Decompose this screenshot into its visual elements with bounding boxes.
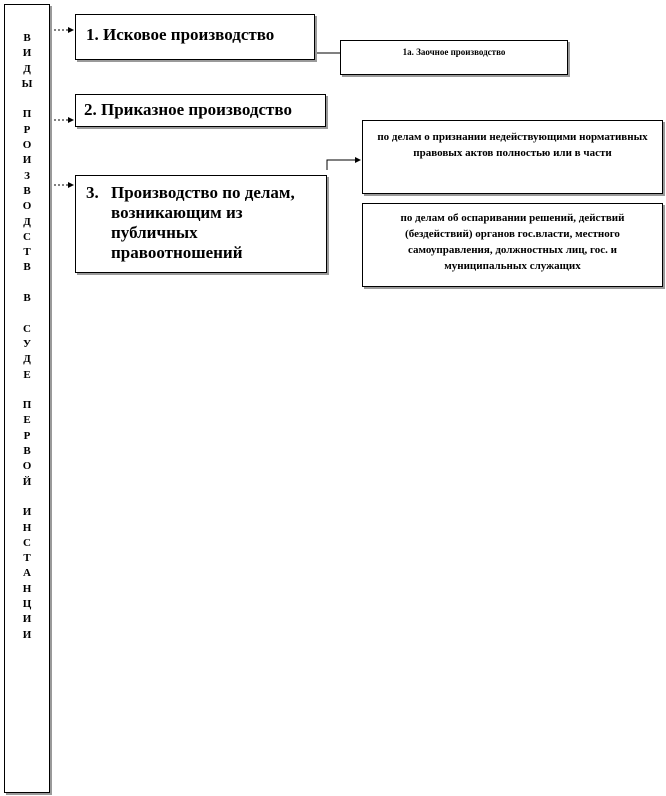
side-label-letter: Е: [23, 368, 31, 381]
side-label-letter: И: [22, 154, 32, 167]
box-public-law-proceedings-number: 3.: [86, 183, 99, 202]
side-label-letter: Р: [23, 429, 31, 442]
side-label-letter: С: [23, 322, 31, 335]
side-label-letter: Д: [23, 215, 31, 228]
box-writ-proceedings: [75, 94, 326, 127]
side-label-letter: [5, 276, 49, 291]
box-writ-proceedings-label: 2. Приказное производство: [84, 100, 292, 119]
side-label-letter: О: [22, 139, 32, 152]
side-label-letter: З: [24, 169, 30, 182]
side-label-letter: Д: [23, 353, 31, 366]
side-label-letter: В: [23, 292, 31, 305]
box-normative-acts-label: по делам о признании недействующими нормативных правовых актов полностью или в части: [377, 131, 648, 159]
side-label-text: [5, 31, 49, 643]
box-challenge-decisions-label: по делам об оспаривании решений, действий (бездействий) органов гос.власти, местного самоуправления, должностных лиц, гос. и муниципальных служащих: [400, 212, 625, 272]
side-label-letter: Ы: [21, 77, 33, 90]
side-label-letter: И: [22, 506, 32, 519]
side-label-letter: Р: [23, 123, 31, 136]
side-label-letter: Д: [23, 62, 31, 75]
side-label-letter: И: [22, 628, 32, 641]
side-label-letter: О: [22, 200, 32, 213]
side-label-letter: Т: [23, 246, 31, 259]
side-label-letter: С: [23, 536, 31, 549]
side-label-letter: В: [23, 32, 31, 44]
arrow-box3-to-normative: [327, 160, 360, 170]
side-label-letter: А: [23, 567, 31, 580]
side-label-letter: Н: [22, 582, 32, 595]
side-label-letter: В: [23, 445, 31, 458]
box-default-proceedings-label: 1а. Заочное производство: [402, 47, 506, 57]
box-claim-proceedings: [75, 14, 315, 60]
side-label-letter: Ц: [22, 597, 32, 610]
side-label-letter: О: [22, 460, 32, 473]
box-claim-proceedings-label: 1. Исковое производство: [86, 25, 275, 44]
side-label-letter: У: [22, 337, 32, 350]
side-label-letter: И: [22, 47, 32, 60]
box-public-law-proceedings: [75, 175, 327, 273]
side-label-letter: Т: [23, 552, 31, 565]
side-label-letter: С: [23, 230, 31, 243]
side-label-letter: В: [23, 261, 31, 274]
box-default-proceedings: [340, 40, 568, 75]
side-label-letter: [5, 383, 49, 398]
side-label-letter: [5, 92, 49, 107]
side-label-box: [4, 4, 50, 793]
side-label-letter: [5, 490, 49, 505]
side-label-letter: П: [22, 399, 32, 412]
side-label-letter: В: [23, 184, 31, 197]
side-label-letter: П: [22, 108, 32, 121]
side-label-letter: Й: [22, 475, 32, 488]
box-normative-acts: [362, 120, 663, 194]
side-label-letter: [5, 306, 49, 321]
side-label-letter: Е: [23, 414, 31, 427]
side-label-letter: И: [22, 613, 32, 626]
box-public-law-proceedings-label: Производство по делам, возникающим из публичных правоотношений: [111, 183, 295, 262]
side-label-letter: Н: [22, 521, 32, 534]
box-challenge-decisions: [362, 203, 663, 287]
